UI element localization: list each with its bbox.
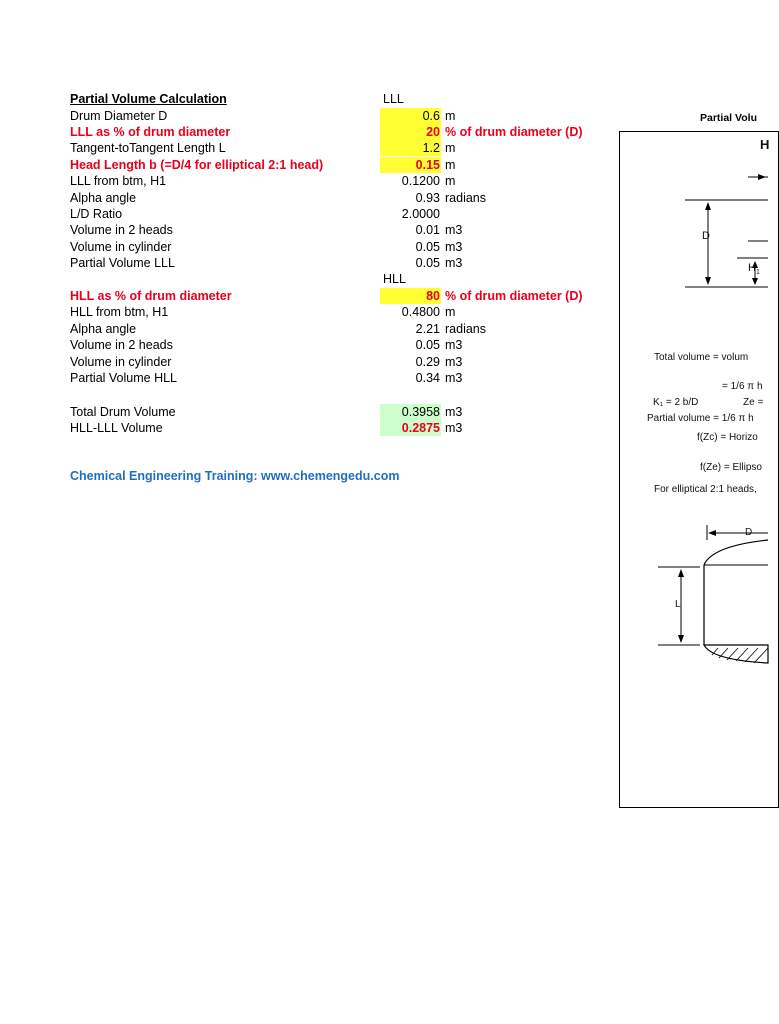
row-unit: m xyxy=(445,157,456,172)
label-h1 xyxy=(748,262,760,276)
row-label: Total Drum Volume xyxy=(70,405,176,419)
row-value[interactable]: 0.34 xyxy=(415,371,440,385)
arrow-up-icon xyxy=(705,202,711,210)
row-label: HLL as % of drum diameter xyxy=(70,289,232,303)
top-head-curve xyxy=(704,540,768,565)
row-value[interactable]: 0.2875 xyxy=(380,420,441,436)
arrow-up-icon xyxy=(678,569,684,577)
row-unit: % of drum diameter (D) xyxy=(445,289,583,303)
arrow-left-icon xyxy=(708,530,716,536)
row-label: Volume in cylinder xyxy=(70,239,172,254)
row-label: LLL as % of drum diameter xyxy=(70,124,231,139)
row-unit: m xyxy=(445,141,456,156)
row-label: Volume in 2 heads xyxy=(70,338,173,353)
row-value[interactable]: 0.93 xyxy=(415,190,440,205)
eq-k1: K₁ = 2 b/D xyxy=(653,397,699,408)
row-label: HLL from btm, H1 xyxy=(70,305,169,320)
eq-16: = 1/6 π h xyxy=(722,381,763,392)
row-unit: m3 xyxy=(445,421,463,436)
row-value[interactable]: 0.01 xyxy=(415,223,440,238)
eq-elliptical: For elliptical 2:1 heads, xyxy=(654,484,757,495)
eq-ze: Ze = xyxy=(743,397,764,408)
row-value[interactable]: 0.29 xyxy=(415,354,440,369)
row-value[interactable]: 0.05 xyxy=(415,256,440,271)
row-label: HLL-LLL Volume xyxy=(70,421,163,436)
row-label: LLL from btm, H1 xyxy=(70,174,167,189)
panel-title: Partial Volu xyxy=(700,112,757,124)
row-label: L/D Ratio xyxy=(70,206,123,221)
row-unit: m3 xyxy=(445,338,463,353)
training-link[interactable]: Chemical Engineering Training: www.chemengedu.com xyxy=(70,469,400,483)
label-d: D xyxy=(702,230,710,242)
row-label: Partial Volume HLL xyxy=(70,371,178,385)
row-value[interactable]: 20 xyxy=(380,124,441,140)
row-unit: m xyxy=(445,108,456,123)
sheet-title: Partial Volume Calculation xyxy=(70,92,227,106)
row-label: Head Length b (=D/4 for elliptical 2:1 head) xyxy=(70,157,324,172)
row-value[interactable]: 0.3958 xyxy=(380,404,441,420)
bottom-head xyxy=(704,645,768,663)
label-d2: D xyxy=(745,527,753,538)
row-value[interactable]: 2.0000 xyxy=(401,206,440,221)
label-h1-sub: 1 xyxy=(755,269,760,277)
arrow-down-icon xyxy=(752,278,758,285)
row-label: Drum Diameter D xyxy=(70,108,168,123)
row-unit: m3 xyxy=(445,239,463,254)
row-unit: m3 xyxy=(445,256,463,271)
eq-partial: Partial volume = 1/6 π h xyxy=(647,413,754,424)
label-l: L xyxy=(675,599,681,610)
hll-header: HLL xyxy=(383,272,406,286)
row-unit: % of drum diameter (D) xyxy=(445,124,583,139)
row-label: Volume in 2 heads xyxy=(70,223,173,238)
panel-top-letter: H xyxy=(760,137,770,152)
eq-total: Total volume = volum xyxy=(654,352,749,363)
row-unit: m xyxy=(445,174,456,189)
row-label: Tangent-toTangent Length L xyxy=(70,141,226,156)
row-value[interactable]: 0.05 xyxy=(415,239,440,254)
lll-header: LLL xyxy=(383,92,404,106)
row-value[interactable]: 0.6 xyxy=(380,108,441,124)
row-value[interactable]: 2.21 xyxy=(415,321,440,336)
eq-fzc: f(Zc) = Horizo xyxy=(697,432,758,443)
row-unit: radians xyxy=(445,190,486,205)
row-unit: m3 xyxy=(445,405,463,419)
row-value[interactable]: 0.15 xyxy=(380,157,441,173)
arrow-down-icon xyxy=(705,277,711,285)
row-value[interactable]: 1.2 xyxy=(380,140,441,156)
row-unit: radians xyxy=(445,321,486,336)
row-label: Alpha angle xyxy=(70,321,137,336)
row-value[interactable]: 0.1200 xyxy=(401,174,440,189)
row-value[interactable]: 0.05 xyxy=(415,338,440,353)
arrow-down-icon xyxy=(678,635,684,643)
row-unit: m3 xyxy=(445,223,463,238)
row-unit: m xyxy=(445,305,456,320)
row-value[interactable]: 0.4800 xyxy=(401,305,440,320)
eq-fze: f(Ze) = Ellipso xyxy=(700,462,762,473)
arrow-head-icon xyxy=(758,174,766,180)
row-unit: m3 xyxy=(445,354,463,369)
row-unit: m3 xyxy=(445,371,463,385)
row-label: Volume in cylinder xyxy=(70,354,172,369)
label-h1-main: H xyxy=(748,262,756,274)
row-label: Alpha angle xyxy=(70,190,137,205)
row-value[interactable]: 80 xyxy=(380,288,441,304)
row-label: Partial Volume LLL xyxy=(70,256,175,271)
